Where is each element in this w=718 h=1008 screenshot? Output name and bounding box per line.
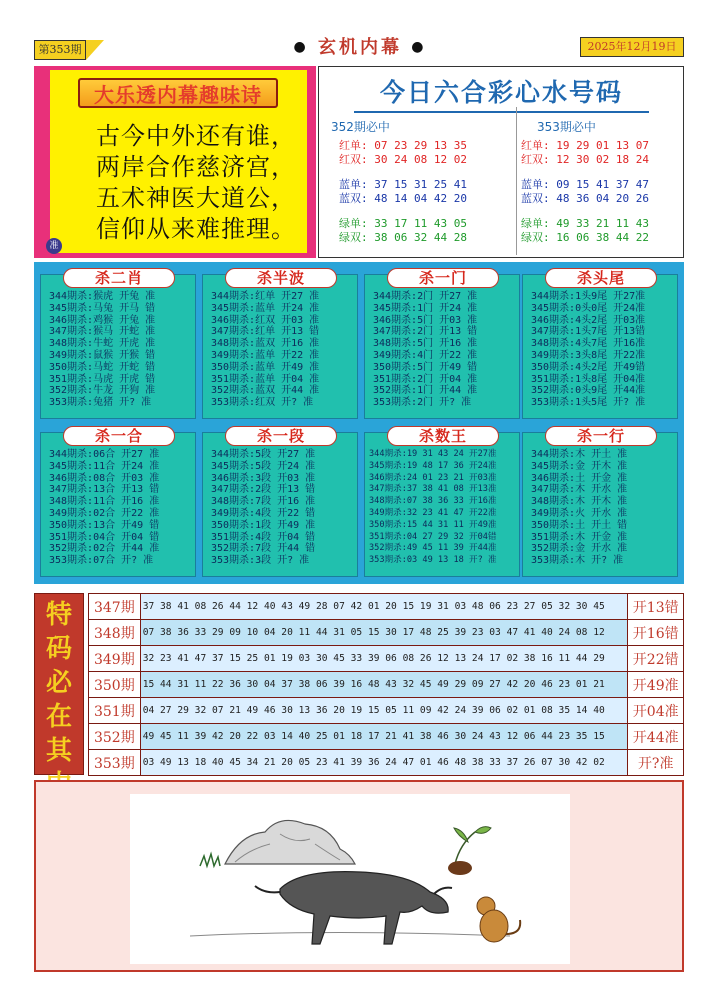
kill-row: 352期杀:0头9尾 开44准 <box>531 385 646 397</box>
kill-row: 353期杀:1头5尾 开? 准 <box>531 397 646 409</box>
red-single: 红单: 07 23 29 13 35 <box>339 138 467 152</box>
numbers-cell: 04 27 29 32 07 21 49 46 30 13 36 20 19 15 05 11 09 42 24 39 06 02 01 08 35 14 40 <box>140 698 628 724</box>
column-divider <box>516 107 517 255</box>
kill-row: 345期杀:马兔 开马 错 <box>49 302 156 314</box>
kill-row: 348期杀:11合 开16 准 <box>49 496 160 508</box>
ox-monkey-illustration <box>130 794 570 964</box>
result-cell: 开49准 <box>628 672 684 698</box>
kill-row: 346期杀:24 01 23 21 开03准 <box>369 472 497 483</box>
poem-panel <box>34 66 316 258</box>
issue-number: 第353期 <box>34 40 86 60</box>
result-cell: 开44准 <box>628 724 684 750</box>
kill-row: 348期杀:7段 开16 准 <box>211 496 316 508</box>
green-single: 绿单: 33 17 11 43 05 <box>339 216 467 230</box>
kill-prediction-grid <box>34 262 684 584</box>
kill-panel-element <box>522 427 678 577</box>
kill-row: 346期杀:5门 开03 准 <box>373 314 478 326</box>
lucky-column-353 <box>521 120 649 246</box>
poem-card <box>50 70 307 253</box>
page-title: ● 玄机内幕 ● <box>293 37 427 58</box>
illustration-panel <box>34 780 684 972</box>
kill-row: 351期杀:4段 开04 错 <box>211 531 316 543</box>
kill-row: 345期杀:11合 开24 准 <box>49 460 160 472</box>
period-cell: 347期 <box>89 594 141 620</box>
kill-row: 353期杀:07合 开? 准 <box>49 555 154 567</box>
kill-row: 353期杀:兔猪 开? 准 <box>49 397 152 409</box>
panel-title: 杀一门 <box>387 268 499 288</box>
kill-row: 353期杀:红双 开? 准 <box>211 397 314 409</box>
kill-row: 345期杀:金 开木 准 <box>531 460 628 472</box>
kill-row: 349期杀:32 23 41 47 开22准 <box>369 507 497 518</box>
kill-row: 350期杀:15 44 31 11 开49准 <box>369 519 497 530</box>
kill-row: 349期杀:火 开水 准 <box>531 507 628 519</box>
panel-rows <box>211 291 357 409</box>
kill-row: 345期杀:0头0尾 开24准 <box>531 302 646 314</box>
special-row <box>89 724 684 750</box>
kill-row: 344期杀:木 开土 准 <box>531 449 628 460</box>
panel-title: 杀头尾 <box>545 268 657 288</box>
kill-row: 351期杀:2门 开04 准 <box>373 373 478 385</box>
panel-rows <box>531 449 677 567</box>
numbers-cell: 37 38 41 08 26 44 12 40 43 49 28 07 42 01 20 15 19 31 03 48 06 23 27 05 32 30 45 <box>140 594 628 620</box>
panel-rows <box>369 449 519 567</box>
kill-row: 344期杀:19 31 43 24 开27准 <box>369 449 497 459</box>
poem-line: 古今中外还有谁， <box>96 122 296 150</box>
panel-rows <box>531 291 677 409</box>
kill-panel-sum <box>40 427 196 577</box>
column-head: 352期必中 <box>331 120 390 134</box>
kill-row: 347期杀:1头7尾 开13错 <box>531 326 646 338</box>
issue-date: 2025年12月19日 <box>580 37 684 57</box>
kill-row: 348期杀:4头7尾 开16准 <box>531 338 646 350</box>
poem-seal-badge: 准 <box>46 238 62 254</box>
blue-single: 蓝单: 37 15 31 25 41 <box>339 177 467 191</box>
green-single: 绿单: 49 33 21 11 43 <box>521 216 649 230</box>
kill-row: 351期杀:04合 开04 错 <box>49 531 160 543</box>
poem-title: 大乐透内幕趣味诗 <box>78 78 278 108</box>
result-cell: 开16错 <box>628 620 684 646</box>
kill-panel-half-wave <box>202 269 358 419</box>
issue-tab-decoration <box>86 40 104 60</box>
panel-title: 杀一行 <box>545 426 657 446</box>
numbers-cell: 15 44 31 11 22 36 30 04 37 38 06 39 16 48 43 32 45 49 29 09 27 42 20 46 23 01 21 <box>140 672 628 698</box>
kill-row: 346期杀:3段 开03 准 <box>211 472 316 484</box>
green-double: 绿双: 16 06 38 44 22 <box>521 231 649 244</box>
kill-row: 348期杀:木 开木 准 <box>531 496 628 508</box>
kill-row: 348期杀:蓝双 开16 准 <box>211 338 320 350</box>
kill-row: 352期杀:7段 开44 错 <box>211 543 316 555</box>
blue-double: 蓝双: 48 14 04 42 20 <box>339 192 467 205</box>
kill-row: 349期杀:蓝单 开22 准 <box>211 349 320 361</box>
kill-row: 351期杀:04 27 29 32 开04错 <box>369 531 497 542</box>
kill-row: 350期杀:4头2尾 开49错 <box>531 361 646 373</box>
side-char: 特 <box>45 600 72 630</box>
period-cell: 352期 <box>89 724 141 750</box>
result-cell: 开?准 <box>628 750 684 776</box>
kill-row: 346期杀:鸡猴 开兔 准 <box>49 314 156 326</box>
kill-row: 345期杀:1门 开24 准 <box>373 302 478 314</box>
numbers-cell: 07 38 36 33 29 09 10 04 20 11 44 31 05 15 30 17 48 25 39 23 03 47 41 40 24 08 12 <box>140 620 628 646</box>
kill-row: 346期杀:08合 开03 准 <box>49 472 160 484</box>
kill-row: 344期杀:猴虎 开兔 准 <box>49 291 156 302</box>
special-row <box>89 672 684 698</box>
special-row <box>89 750 684 776</box>
red-single: 红单: 19 29 01 13 07 <box>521 138 649 152</box>
kill-row: 347期杀:13合 开13 错 <box>49 484 160 496</box>
kill-row: 352期杀:金 开水 准 <box>531 543 628 555</box>
kill-row: 349期杀:鼠猴 开猴 错 <box>49 349 156 361</box>
panel-rows <box>211 449 357 567</box>
poem-line: 两岸合作慈济宫， <box>96 153 296 181</box>
kill-row: 344期杀:1头9尾 开27准 <box>531 291 646 302</box>
red-double: 红双: 30 24 08 12 02 <box>339 153 467 166</box>
panel-title: 杀二肖 <box>63 268 175 288</box>
kill-row: 353期杀:3段 开? 准 <box>211 555 310 567</box>
period-cell: 349期 <box>89 646 141 672</box>
period-cell: 353期 <box>89 750 141 776</box>
kill-row: 351期杀:木 开金 准 <box>531 531 628 543</box>
column-head: 353期必中 <box>537 120 596 134</box>
numbers-cell: 03 49 13 18 40 45 34 21 20 05 23 41 39 36 24 47 01 46 48 38 33 37 26 07 30 42 02 <box>140 750 628 776</box>
lucky-column-352 <box>331 120 467 246</box>
kill-row: 352期杀:蓝双 开44 准 <box>211 385 320 397</box>
kill-row: 351期杀:1头8尾 开04准 <box>531 373 646 385</box>
period-cell: 348期 <box>89 620 141 646</box>
kill-row: 353期杀:03 49 13 18 开? 准 <box>369 555 497 566</box>
poem-line: 五术神医大道公， <box>96 184 296 212</box>
kill-row: 346期杀:土 开金 准 <box>531 472 628 484</box>
kill-row: 352期杀:02合 开44 准 <box>49 543 160 555</box>
special-row <box>89 646 684 672</box>
kill-row: 353期杀:木 开? 准 <box>531 555 624 567</box>
kill-row: 350期杀:1段 开49 准 <box>211 519 316 531</box>
kill-row: 349期杀:3头8尾 开22准 <box>531 349 646 361</box>
numbers-cell: 49 45 11 39 42 20 22 03 14 40 25 01 18 17 21 41 38 46 30 24 43 12 06 44 23 35 15 <box>140 724 628 750</box>
kill-panel-number-king <box>364 427 520 577</box>
kill-row: 350期杀:13合 开49 错 <box>49 519 160 531</box>
kill-row: 350期杀:马蛇 开蛇 错 <box>49 361 156 373</box>
special-row <box>89 698 684 724</box>
kill-row: 349期杀:02合 开22 准 <box>49 507 160 519</box>
red-double: 红双: 12 30 02 18 24 <box>521 153 649 166</box>
poem-line: 信仰从来难推理。 <box>96 215 296 243</box>
result-cell: 开13错 <box>628 594 684 620</box>
kill-row: 345期杀:19 48 17 36 开24准 <box>369 460 497 471</box>
kill-row: 353期杀:2门 开? 准 <box>373 397 472 409</box>
kill-row: 352期杀:牛龙 开狗 准 <box>49 385 156 397</box>
kill-row: 347期杀:猴马 开蛇 准 <box>49 326 156 338</box>
panel-rows <box>49 291 195 409</box>
special-side-label <box>34 593 84 775</box>
kill-row: 345期杀:蓝单 开24 准 <box>211 302 320 314</box>
kill-row: 349期杀:4段 开22 错 <box>211 507 316 519</box>
kill-row: 344期杀:5段 开27 准 <box>211 449 316 460</box>
kill-panel-gate <box>364 269 520 419</box>
kill-row: 350期杀:蓝单 开49 准 <box>211 361 320 373</box>
kill-row: 351期杀:蓝单 开04 准 <box>211 373 320 385</box>
kill-row: 348期杀:5门 开16 准 <box>373 338 478 350</box>
kill-row: 347期杀:红单 开13 错 <box>211 326 320 338</box>
lucky-numbers-panel <box>318 66 684 258</box>
kill-row: 344期杀:06合 开27 准 <box>49 449 160 460</box>
side-char: 码 <box>45 634 72 664</box>
kill-row: 352期杀:1门 开44 准 <box>373 385 478 397</box>
kill-row: 347期杀:2段 开13 错 <box>211 484 316 496</box>
kill-row: 350期杀:5门 开49 错 <box>373 361 478 373</box>
panel-rows <box>49 449 195 567</box>
special-row <box>89 594 684 620</box>
side-char: 必 <box>45 668 72 698</box>
special-number-table <box>88 593 684 776</box>
period-cell: 350期 <box>89 672 141 698</box>
kill-row: 344期杀:红单 开27 准 <box>211 291 320 302</box>
panel-rows <box>373 291 519 409</box>
kill-row: 346期杀:红双 开03 准 <box>211 314 320 326</box>
special-row <box>89 620 684 646</box>
panel-title: 杀一段 <box>225 426 337 446</box>
numbers-cell: 32 23 41 47 37 15 25 01 19 03 30 45 33 39 06 08 26 12 13 24 17 02 38 16 11 44 29 <box>140 646 628 672</box>
kill-row: 347期杀:37 38 41 08 开13准 <box>369 484 497 495</box>
green-double: 绿双: 38 06 32 44 28 <box>339 231 467 244</box>
result-cell: 开22错 <box>628 646 684 672</box>
blue-double: 蓝双: 48 36 04 20 26 <box>521 192 649 205</box>
panel-title: 杀半波 <box>225 268 337 288</box>
kill-row: 351期杀:马虎 开虎 错 <box>49 373 156 385</box>
panel-title: 杀数王 <box>387 426 499 446</box>
kill-panel-segment <box>202 427 358 577</box>
period-cell: 351期 <box>89 698 141 724</box>
kill-panel-head-tail <box>522 269 678 419</box>
kill-row: 347期杀:木 开水 准 <box>531 484 628 496</box>
kill-row: 345期杀:5段 开24 准 <box>211 460 316 472</box>
blue-single: 蓝单: 09 15 41 37 47 <box>521 177 649 191</box>
kill-row: 344期杀:2门 开27 准 <box>373 291 478 302</box>
kill-row: 349期杀:4门 开22 准 <box>373 349 478 361</box>
side-char: 在 <box>45 702 72 732</box>
page-title-text: 玄机内幕 <box>318 37 402 58</box>
side-char: 其 <box>45 736 72 766</box>
kill-row: 348期杀:牛蛇 开虎 准 <box>49 338 156 350</box>
kill-row: 348期杀:07 38 36 33 开16准 <box>369 496 497 507</box>
kill-row: 350期杀:土 开土 错 <box>531 519 628 531</box>
lucky-numbers-title: 今日六合彩心水号码 <box>354 73 649 113</box>
panel-title: 杀一合 <box>63 426 175 446</box>
kill-panel-zodiac <box>40 269 196 419</box>
result-cell: 开04准 <box>628 698 684 724</box>
kill-row: 347期杀:2门 开13 错 <box>373 326 478 338</box>
illustration <box>130 794 570 964</box>
kill-row: 352期杀:49 45 11 39 开44准 <box>369 543 497 554</box>
kill-row: 346期杀:4头2尾 开03准 <box>531 314 646 326</box>
